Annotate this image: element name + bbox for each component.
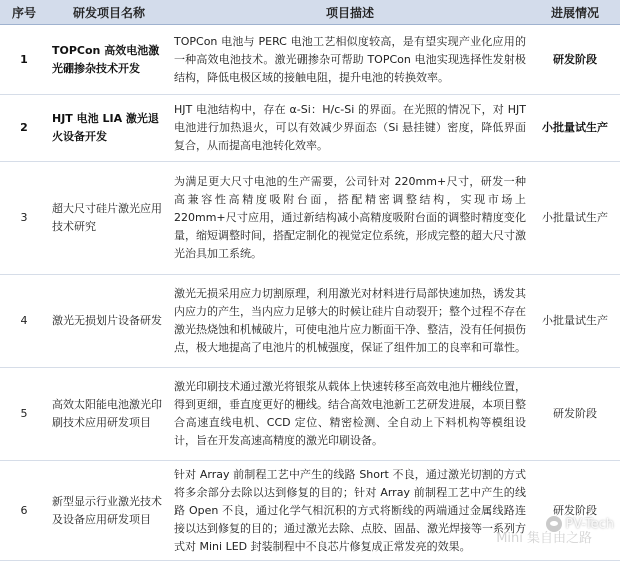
row-name: TOPCon 高效电池激光硼掺杂技术开发 xyxy=(48,25,170,95)
row-status: 小批量试生产 xyxy=(530,95,620,162)
row-status: 小批量试生产 xyxy=(530,275,620,368)
watermark-sub: Mini 集自由之路 xyxy=(496,531,592,546)
row-no: 1 xyxy=(0,25,48,95)
row-name: 高效太阳能电池激光印刷技术应用研发项目 xyxy=(48,368,170,461)
row-name: HJT 电池 LIA 激光退火设备开发 xyxy=(48,95,170,162)
header-no: 序号 xyxy=(0,0,48,25)
table-row xyxy=(0,95,620,162)
watermark-brand: PV-Tech xyxy=(565,516,614,532)
row-name: 激光无损划片设备研发 xyxy=(48,275,170,368)
header-status: 进展情况 xyxy=(530,0,620,25)
row-desc: 激光印刷技术通过激光将银浆从载体上快速转移至高效电池片栅线位置，得到更细，垂直度更好的栅线。结合高效电池新工艺研发进展，本项目整合高速直线电机、CCD 定位、精密检测、全自动上下料机构等模组设计，旨在开发高速高精度的激光印刷设备。 xyxy=(170,368,530,461)
row-name: 超大尺寸硅片激光应用技术研究 xyxy=(48,162,170,275)
row-status: 研发阶段 xyxy=(530,461,620,561)
header-name: 研发项目名称 xyxy=(48,0,170,25)
row-no: 5 xyxy=(0,368,48,461)
row-desc: 激光无损采用应力切割原理，利用激光对材料进行局部快速加热，诱发其内应力的产生，当内应力足够大的时候让硅片自动裂开；整个过程不存在激光热烧蚀和机械破片，可使电池片应力断面干净、整洁，没有任何损伤点，极大地提高了电池片的机械强度，保证了组件加工的良率和可靠性。 xyxy=(170,275,530,368)
row-no: 3 xyxy=(0,162,48,275)
row-desc: 针对 Array 前制程工艺中产生的线路 Short 不良，通过激光切割的方式将多余部分去除以达到修复的目的；针对 Array 前制程工艺中产生的线路 Open 不良，通过化学气相沉积的方式将断线的两端通过金属线路连接以达到修复的目的；通过激光去除、点胶、固晶、激光焊接等一系列方式对 Mini LED 封装制程中不良芯片修复成正常发亮的效果。 xyxy=(170,461,530,561)
row-status: 小批量试生产 xyxy=(530,162,620,275)
header-desc: 项目描述 xyxy=(170,0,530,25)
table-row xyxy=(0,162,620,275)
row-no: 4 xyxy=(0,275,48,368)
row-status: 研发阶段 xyxy=(530,368,620,461)
table-row xyxy=(0,25,620,95)
row-no: 6 xyxy=(0,461,48,561)
row-name: 新型显示行业激光技术及设备应用研发项目 xyxy=(48,461,170,561)
table-row xyxy=(0,275,620,368)
table-row xyxy=(0,368,620,461)
row-status: 研发阶段 xyxy=(530,25,620,95)
table-body xyxy=(0,25,620,561)
row-desc: TOPCon 电池与 PERC 电池工艺相似度较高，是有望实现产业化应用的一种高效电池技术。激光硼掺杂可帮助 TOPCon 电池实现选择性发射极结构，降低电极区域的接触电阻，提升电池的转换效率。 xyxy=(170,25,530,95)
row-no: 2 xyxy=(0,95,48,162)
row-desc: HJT 电池结构中，存在 α-Si：H/c-Si 的界面。在光照的情况下，对 HJT 电池进行加热退火，可以有效减少界面态（Si 悬挂键）密度，降低界面复合，从而提高电池转化效率。 xyxy=(170,95,530,162)
table-header xyxy=(0,0,620,25)
row-desc: 为满足更大尺寸电池的生产需要，公司针对 220mm+尺寸，研发一种高兼容性高精度吸附台面，搭配精密调整结构，实现市场上 220mm+尺寸应用，通过新结构减小高精度吸附台面的调整时精度变化量，缩短调整时间，搭配定制化的视觉定位系统，形成完整的超大尺寸激光治具加工系统。 xyxy=(170,162,530,275)
